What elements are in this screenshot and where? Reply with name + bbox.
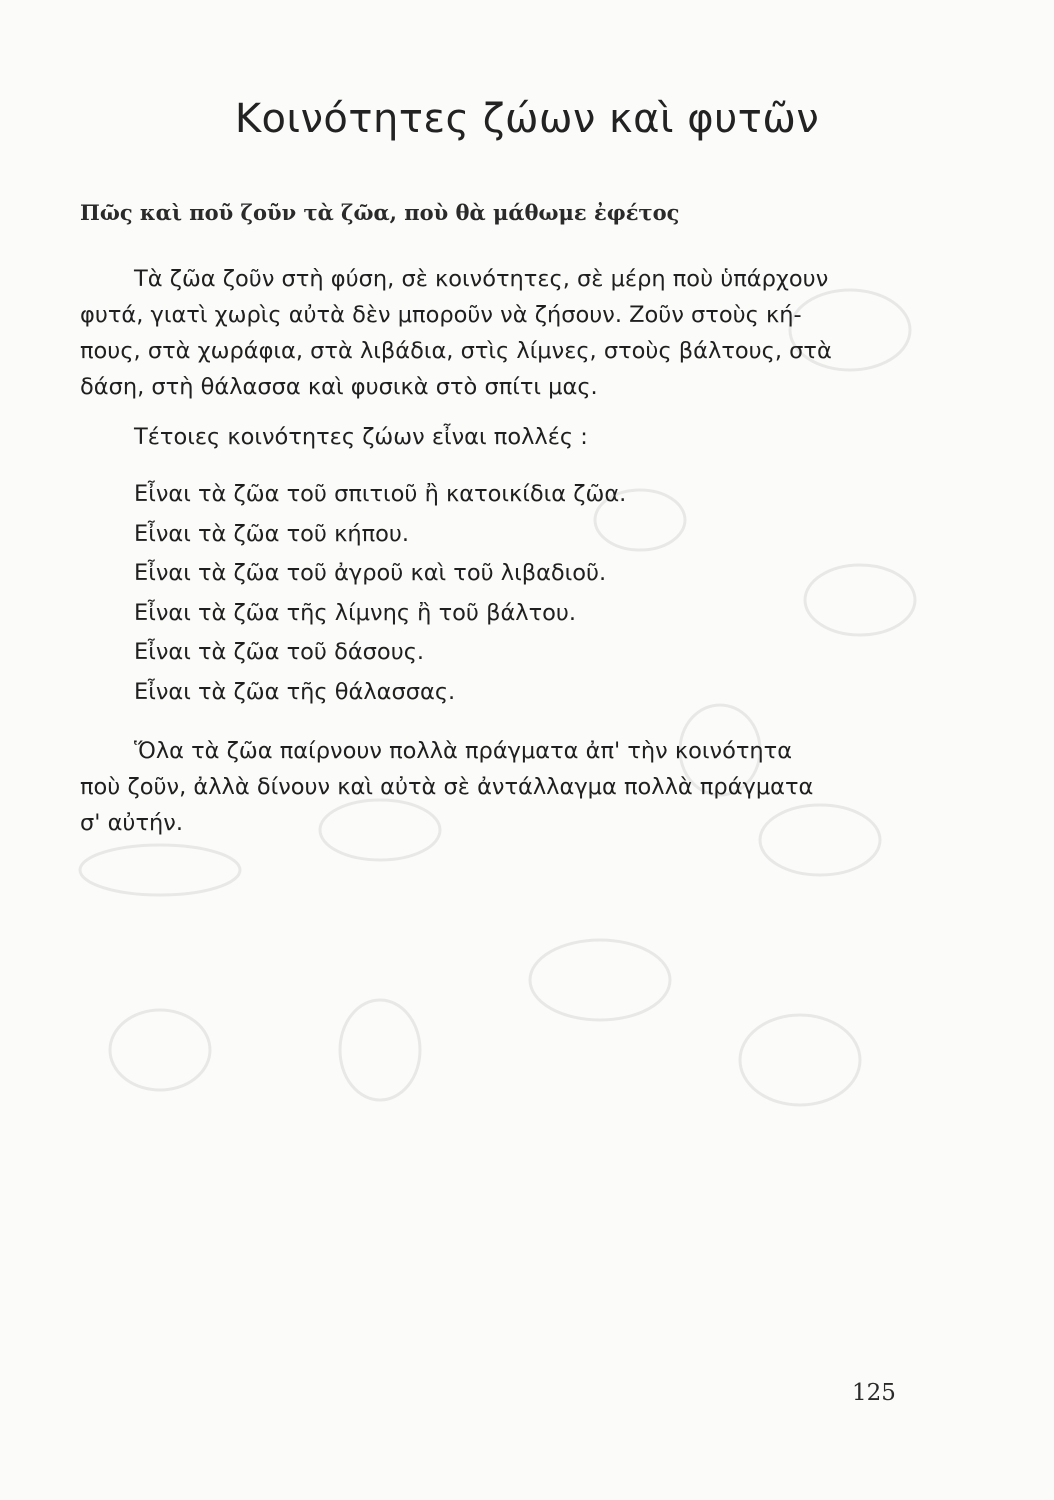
intro-paragraph [80, 261, 920, 405]
intro-line: φυτά, γιατὶ χωρὶς αὐτὰ δὲν μποροῦν νὰ ζήσουν. Ζοῦν στοὺς κή- [80, 302, 802, 328]
page-title: Κοινότητες ζώων καὶ φυτῶν [234, 96, 820, 142]
list-item: Εἶναι τὰ ζῶα τῆς λίμνης ἢ τοῦ βάλτου. [134, 599, 577, 626]
list-intro: Τέτοιες κοινότητες ζώων εἶναι πολλές : [134, 424, 588, 450]
list-item: Εἶναι τὰ ζῶα τοῦ σπιτιοῦ ἢ κατοικίδια ζῶα. [134, 481, 627, 507]
closing-line: σ' αὐτήν. [80, 810, 183, 836]
page-number: 125 [852, 1380, 896, 1406]
intro-line: Τὰ ζῶα ζοῦν στὴ φύση, σὲ κοινότητες, σὲ μέρη ποὺ ὑπάρχουν [134, 266, 829, 292]
closing-line: Ὅλα τὰ ζῶα παίρνουν πολλὰ πράγματα ἀπ' τὴν κοινότητα [134, 738, 793, 764]
intro-line: πους, στὰ χωράφια, στὰ λιβάδια, στὶς λίμνες, στοὺς βάλτους, στὰ [80, 338, 832, 364]
section-subtitle: Πῶς καὶ ποῦ ζοῦν τὰ ζῶα, ποὺ θὰ μάθωμε ἐφέτος [80, 200, 680, 225]
list-item: Εἶναι τὰ ζῶα τοῦ κήπου. [134, 520, 410, 547]
list-item: Εἶναι τὰ ζῶα τῆς θάλασσας. [134, 678, 456, 705]
closing-line: ποὺ ζοῦν, ἀλλὰ δίνουν καὶ αὐτὰ σὲ ἀντάλλαγμα πολλὰ πράγματα [80, 774, 814, 800]
list-intro-paragraph [134, 419, 588, 455]
community-list [134, 475, 626, 712]
list-item: Εἶναι τὰ ζῶα τοῦ ἀγροῦ καὶ τοῦ λιβαδιοῦ. [134, 560, 607, 586]
list-item: Εἶναι τὰ ζῶα τοῦ δάσους. [134, 639, 425, 665]
intro-line: δάση, στὴ θάλασσα καὶ φυσικὰ στὸ σπίτι μας. [80, 374, 598, 400]
closing-paragraph [80, 733, 813, 841]
